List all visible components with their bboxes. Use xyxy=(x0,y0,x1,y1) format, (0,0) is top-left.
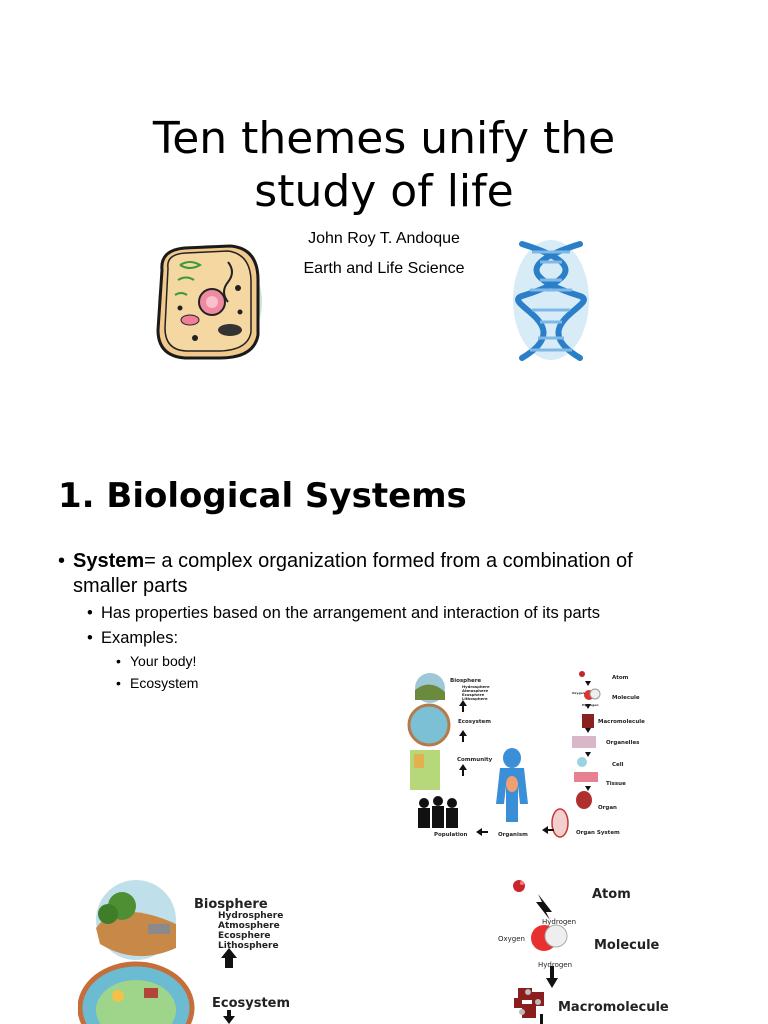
big-label-oxygen: Oxygen xyxy=(498,935,525,943)
label-macromolecule: Macromolecule xyxy=(598,719,645,725)
label-biosphere: Biosphere xyxy=(450,678,482,684)
dna-helix-icon xyxy=(510,238,592,362)
example-ecosystem xyxy=(116,674,316,692)
label-lithosphere: Lithosphere xyxy=(462,696,488,701)
big-label-macromolecule: Macromolecule xyxy=(558,1000,669,1015)
label-organelles: Organelles xyxy=(606,740,640,746)
label-organism: Organism xyxy=(498,832,528,838)
label-atmosphere: Atmosphere xyxy=(462,688,489,693)
label-population: Population xyxy=(434,832,468,838)
title-line-2: study of life xyxy=(254,166,514,217)
bullet-dot: • xyxy=(116,653,121,669)
author-name: John Roy T. Andoque xyxy=(308,230,460,247)
example-ecosystem-text: Ecosystem xyxy=(130,675,199,691)
sub-bullet-examples-text: Examples: xyxy=(101,629,179,647)
definition-system: = a complex organization formed from a combination of smaller parts xyxy=(73,550,633,597)
sub-bullet-examples xyxy=(87,628,387,648)
big-label-hydrogen-top: Hydrogen xyxy=(542,918,577,926)
section-title: 1. Biological Systems xyxy=(58,476,467,516)
levels-of-organization-diagram xyxy=(402,668,652,844)
big-label-atmosphere: Atmosphere xyxy=(218,921,280,931)
bullet-dot: • xyxy=(58,550,66,572)
label-organ: Organ xyxy=(598,805,617,811)
big-label-hydrogen-bottom: Hydrogen xyxy=(538,961,573,969)
label-hydrosphere: Hydrosphere xyxy=(462,684,490,689)
big-label-ecosystem: Ecosystem xyxy=(212,996,291,1011)
atom-molecule-diagram xyxy=(492,872,682,1024)
bullet-dot: • xyxy=(87,629,93,647)
title-line-1: Ten themes unify the xyxy=(152,113,616,164)
sub-bullet-properties-text: Has properties based on the arrangement and interaction of its parts xyxy=(101,604,600,622)
bullet-dot: • xyxy=(116,675,121,691)
label-molecule: Molecule xyxy=(612,695,640,701)
label-oxygen: Oxygen xyxy=(572,691,585,695)
biosphere-ecosystem-diagram xyxy=(78,878,308,1024)
term-system: System xyxy=(73,550,145,572)
label-tissue: Tissue xyxy=(606,781,626,787)
label-community: Community xyxy=(457,757,493,763)
label-ecosystem: Ecosystem xyxy=(458,719,492,725)
big-label-molecule: Molecule xyxy=(594,938,660,953)
example-body-text: Your body! xyxy=(130,653,197,669)
label-cell: Cell xyxy=(612,762,624,768)
sub-bullet-properties xyxy=(87,603,687,623)
label-hydrogen: Hydrogen xyxy=(582,703,599,707)
bullet-dot: • xyxy=(87,604,93,622)
big-label-biosphere: Biosphere xyxy=(194,897,268,912)
bullet-system xyxy=(58,549,698,599)
label-ecosphere: Ecosphere xyxy=(462,692,485,697)
course-name: Earth and Life Science xyxy=(303,260,465,277)
big-label-hydrosphere: Hydrosphere xyxy=(218,911,284,921)
label-atom: Atom xyxy=(612,675,629,681)
big-label-atom: Atom xyxy=(592,887,631,902)
cell-icon xyxy=(150,240,265,362)
big-label-lithosphere: Lithosphere xyxy=(218,941,279,951)
slide-title xyxy=(60,112,708,218)
label-organ-system: Organ System xyxy=(576,830,620,836)
example-body xyxy=(116,652,316,670)
big-label-ecosphere: Ecosphere xyxy=(218,931,271,941)
